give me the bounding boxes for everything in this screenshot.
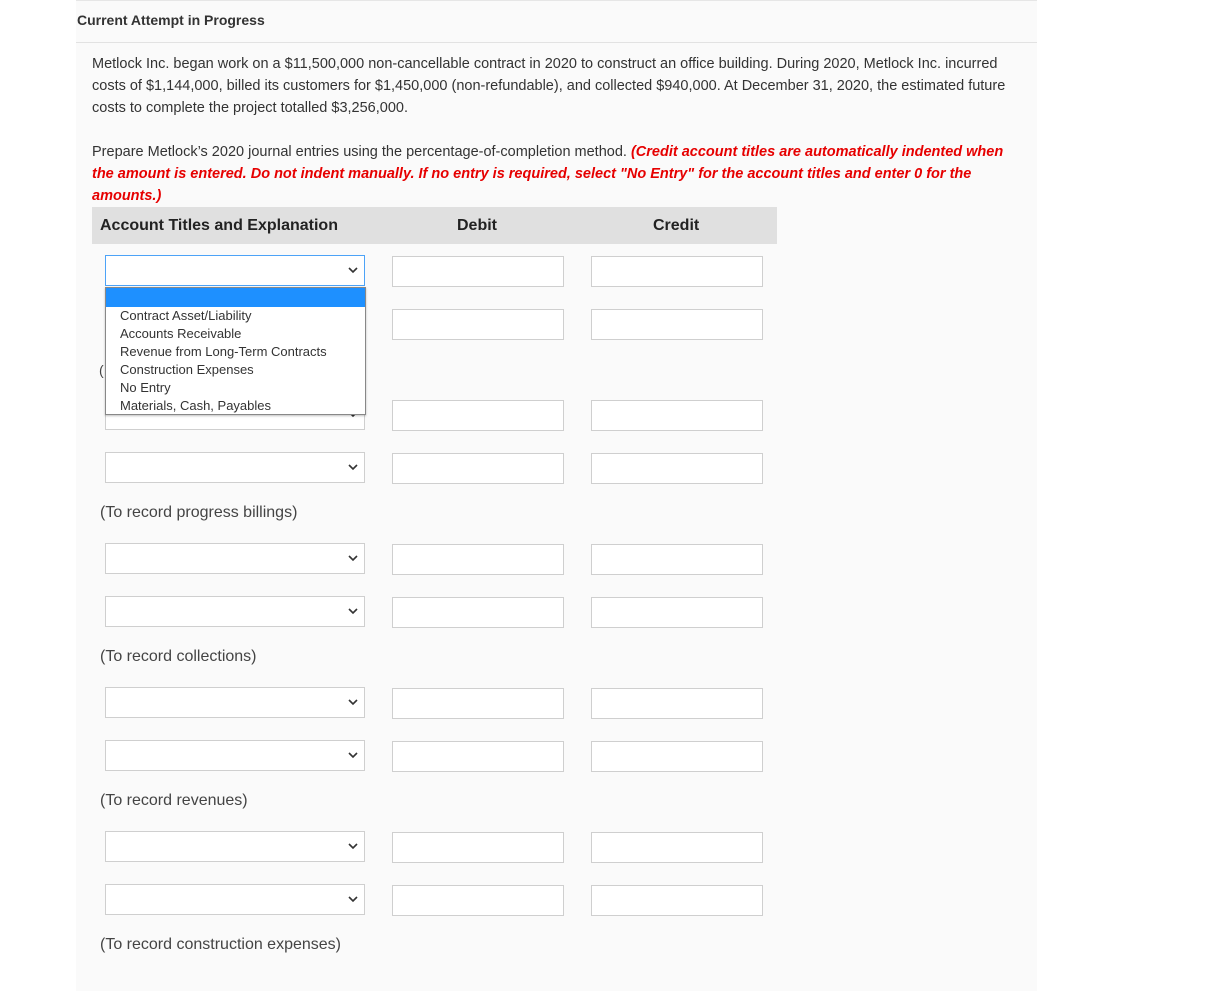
debit-input[interactable] xyxy=(392,741,564,772)
top-border xyxy=(76,0,1037,1)
debit-input[interactable] xyxy=(392,400,564,431)
entry-explanation: (To record collections) xyxy=(100,648,257,665)
chevron-down-icon xyxy=(348,839,358,853)
credit-input[interactable] xyxy=(591,309,763,340)
chevron-down-icon xyxy=(348,892,358,906)
table-header xyxy=(92,207,777,244)
credit-input[interactable] xyxy=(591,885,763,916)
debit-input[interactable] xyxy=(392,309,564,340)
credit-input[interactable] xyxy=(591,544,763,575)
account-dropdown-list[interactable] xyxy=(105,287,366,415)
credit-input[interactable] xyxy=(591,453,763,484)
entry-explanation: (To record revenues) xyxy=(100,792,248,809)
dropdown-option[interactable]: Construction Expenses xyxy=(120,362,254,377)
chevron-down-icon xyxy=(348,748,358,762)
chevron-down-icon xyxy=(348,263,358,277)
credit-input[interactable] xyxy=(591,832,763,863)
debit-input[interactable] xyxy=(392,256,564,287)
dropdown-option[interactable]: Accounts Receivable xyxy=(120,326,242,341)
chevron-down-icon xyxy=(348,604,358,618)
chevron-down-icon xyxy=(348,460,358,474)
credit-input[interactable] xyxy=(591,597,763,628)
attempt-header: Current Attempt in Progress xyxy=(77,12,265,28)
chevron-down-icon xyxy=(348,551,358,565)
entry-explanation: (To record construction expenses) xyxy=(100,936,341,953)
debit-input[interactable] xyxy=(392,597,564,628)
debit-input[interactable] xyxy=(392,885,564,916)
dropdown-option[interactable]: Materials, Cash, Payables xyxy=(120,398,272,413)
account-select[interactable] xyxy=(105,740,365,771)
account-select[interactable] xyxy=(105,596,365,627)
credit-input[interactable] xyxy=(591,741,763,772)
instructions-note: (Credit account titles are automatically indented when the amount is entered. Do not indent manually. If no entry is required, select "No Entry" for the account titles and enter 0 for the amounts.) xyxy=(92,144,1004,204)
dropdown-option[interactable]: Revenue from Long-Term Contracts xyxy=(120,344,327,359)
dropdown-option[interactable]: No Entry xyxy=(120,380,171,395)
instructions xyxy=(92,141,1027,207)
credit-input[interactable] xyxy=(591,256,763,287)
account-column-header: Account Titles and Explanation xyxy=(100,217,338,234)
debit-column-header: Debit xyxy=(457,217,497,234)
debit-input[interactable] xyxy=(392,688,564,719)
account-select[interactable] xyxy=(105,884,365,915)
account-select[interactable] xyxy=(105,687,365,718)
header-divider xyxy=(76,42,1037,43)
hidden-explanation-fragment: ( xyxy=(99,362,104,378)
problem-statement: Metlock Inc. began work on a $11,500,000 non-cancellable contract in 2020 to construct an office building. During 2020, Metlock Inc. incurred costs of $1,144,000, billed its customers for $1,450,000 (non-refundable), and collected $940,000. At December 31, 2020, the estimated future costs to complete the project totalled $3,256,000. xyxy=(92,56,1006,116)
credit-input[interactable] xyxy=(591,400,763,431)
account-select[interactable] xyxy=(105,255,365,286)
credit-input[interactable] xyxy=(591,688,763,719)
dropdown-option-blank[interactable] xyxy=(106,288,365,307)
account-select[interactable] xyxy=(105,452,365,483)
debit-input[interactable] xyxy=(392,453,564,484)
dropdown-option[interactable]: Contract Asset/Liability xyxy=(120,308,252,323)
debit-input[interactable] xyxy=(392,544,564,575)
instructions-text: Prepare Metlock’s 2020 journal entries using the percentage-of-completion method. xyxy=(92,144,627,160)
entry-explanation: (To record progress billings) xyxy=(100,504,298,521)
account-select[interactable] xyxy=(105,543,365,574)
debit-input[interactable] xyxy=(392,832,564,863)
chevron-down-icon xyxy=(348,695,358,709)
account-select[interactable] xyxy=(105,831,365,862)
credit-column-header: Credit xyxy=(653,217,700,234)
